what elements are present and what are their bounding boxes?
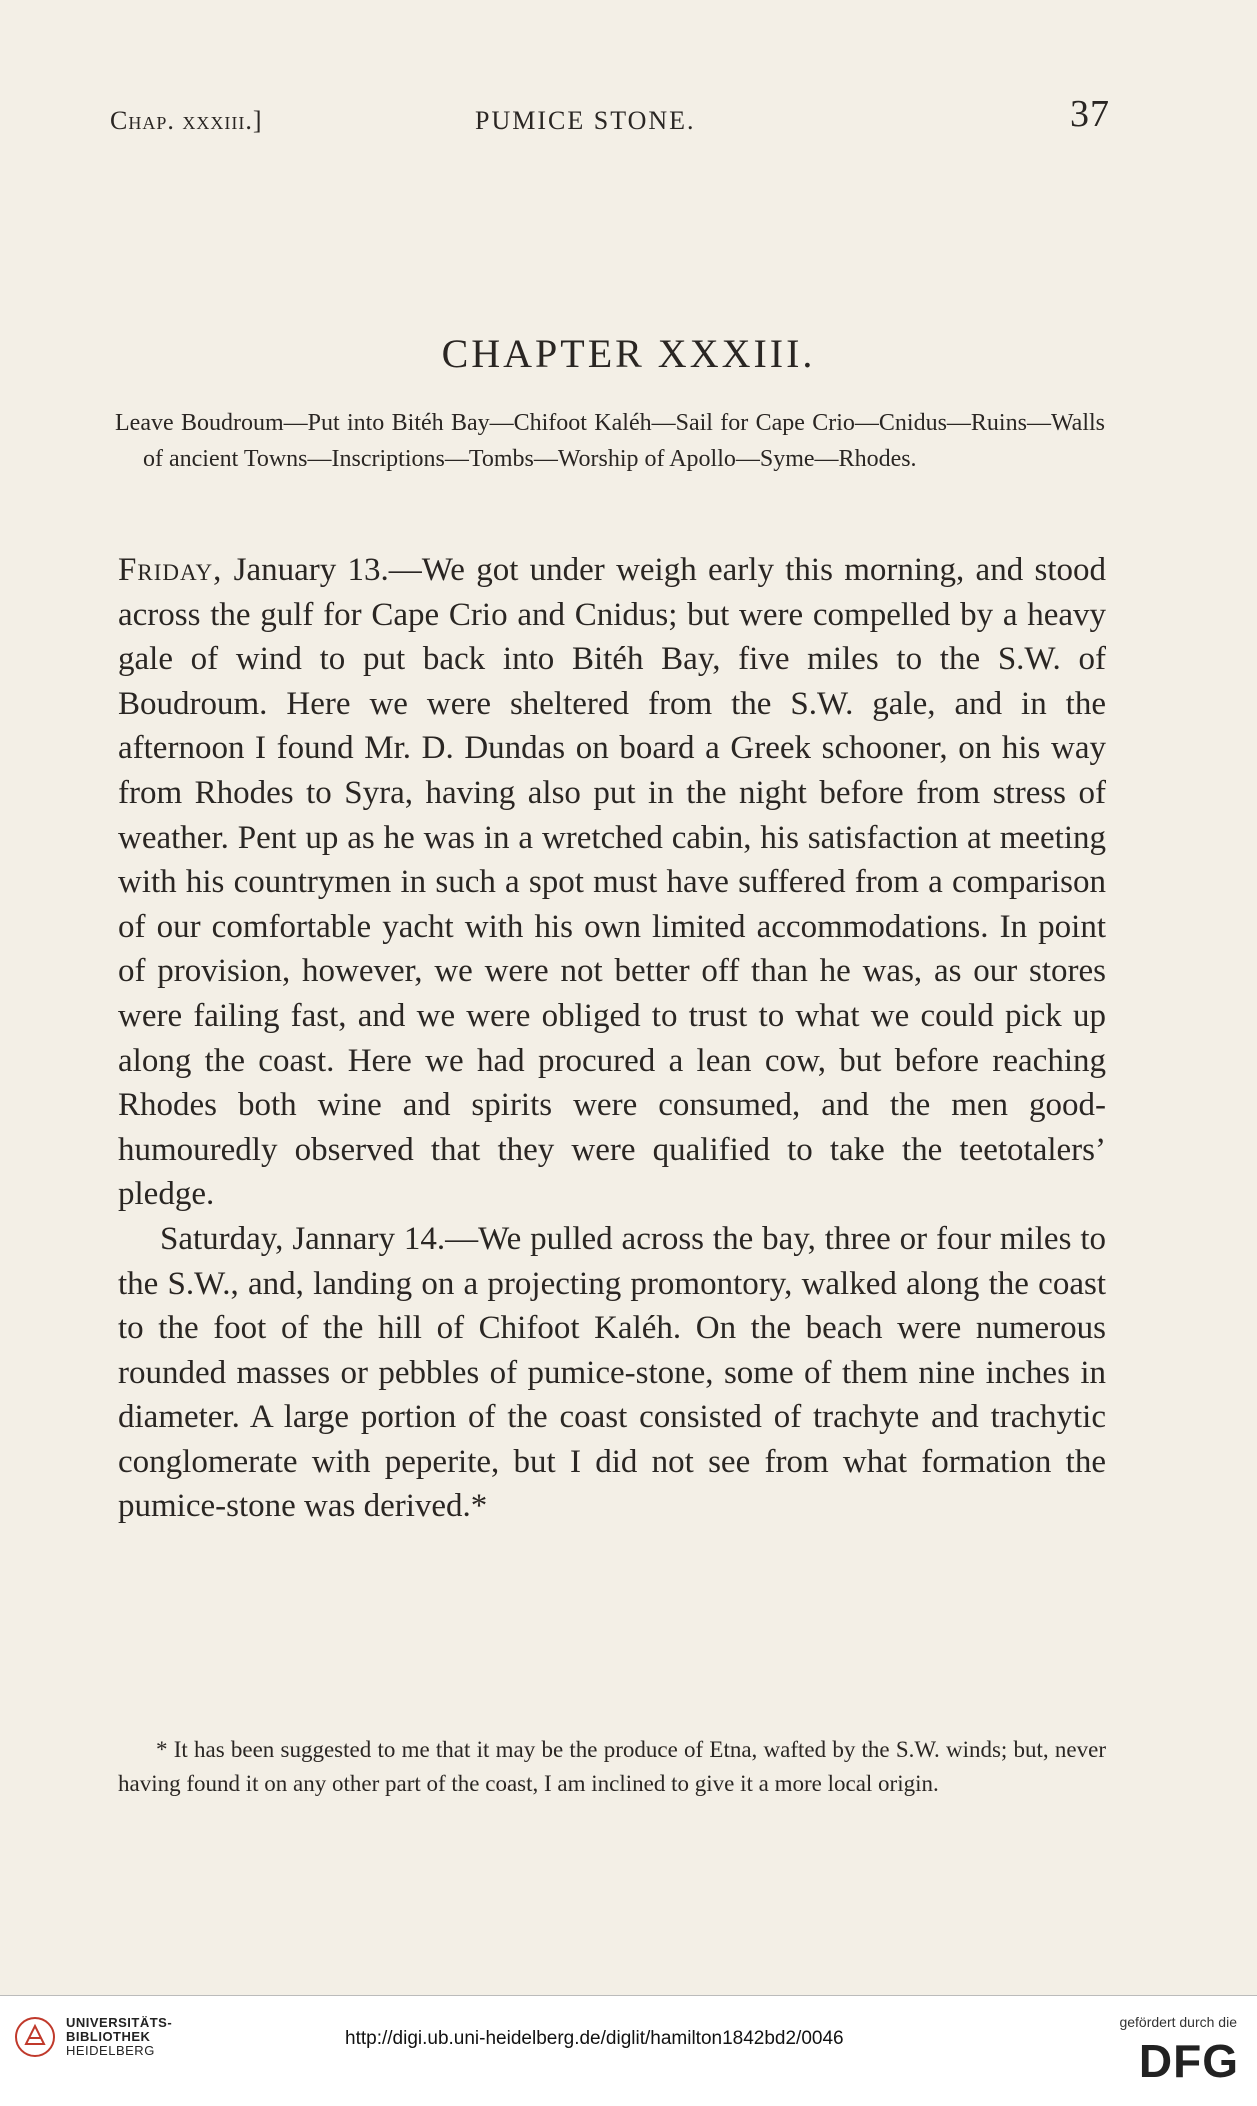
chapter-synopsis [115, 405, 1105, 477]
footnote-text: * It has been suggested to me that it may be the produce of Etna, wafted by the S.W. winds; but, never having found it on any other part of the coast, I am inclined to give it a more local origin. [118, 1737, 1106, 1796]
paragraph-1-text: January 13.—We got under weigh early this morning, and stood across the gulf for Cape Crio and Cnidus; but were compelled by a heavy gale of wind to put back into Bitéh Bay, five miles to the S.W. of Boudroum. Here we were sheltered from the S.W. gale, and in the afternoon I found Mr. D. Dundas on board a Greek schooner, on his way from Rhodes to Syra, having also put in the night before from stress of weather. Pent up as he was in a wretched cabin, his satisfaction at meeting with his countrymen in such a spot must have suffered from a comparison of our comfortable yacht with his own limited accommodations. In point of provision, however, we were not better off than he was, as our stores were failing fast, and we were obliged to trust to what we could pick up along the coast. Here we had procured a lean cow, but before reaching Rhodes both wine and spirits were consumed, and the men good-humouredly observed that they were qualified to take the teetotalers’ pledge. [118, 552, 1106, 1213]
running-head-chapter: Chap. xxxiii.] [110, 106, 263, 135]
dfg-logo: DFG [1138, 2035, 1239, 2087]
institution-line-2: BIBLIOTHEK [66, 2029, 151, 2044]
institution-line-3: HEIDELBERG [66, 2043, 155, 2058]
running-head-title: PUMICE STONE. [475, 106, 696, 135]
university-seal-icon [14, 2016, 56, 2058]
paragraph-1 [118, 548, 1106, 1217]
body-text [118, 548, 1106, 1529]
paragraph-2: Saturday, Jannary 14.—We pulled across the bay, three or four miles to the S.W., and, landing on a projecting promontory, walked along the coast to the foot of the hill of Chifoot Kaléh. On the beach were numerous rounded masses or pebbles of pumice-stone, some of them nine inches in diameter. A large portion of the coast consisted of trachyte and trachytic conglomerate with peperite, but I did not see from what formation the pumice-stone was derived.* [118, 1220, 1106, 1525]
university-name [66, 2016, 172, 2058]
chapter-title: CHAPTER XXXIII. [441, 331, 816, 376]
running-head [110, 93, 1110, 140]
footnote [118, 1733, 1106, 1801]
permalink-url[interactable]: http://digi.ub.uni-heidelberg.de/diglit/hamilton1842bd2/0046 [345, 2028, 844, 2049]
funder-caption: gefördert durch die [1119, 2014, 1237, 2030]
viewer-footer [0, 1995, 1257, 2106]
page-number: 37 [1070, 93, 1110, 135]
paragraph-lead: Friday, [118, 552, 223, 588]
synopsis-text: Leave Boudroum—Put into Bitéh Bay—Chifoot Kaléh—Sail for Cape Crio—Cnidus—Ruins—Walls of ancient Towns—Inscriptions—Tombs—Worship of Apollo—Syme—Rhodes. [115, 410, 1105, 472]
institution-line-1: UNIVERSITÄTS- [66, 2015, 173, 2030]
